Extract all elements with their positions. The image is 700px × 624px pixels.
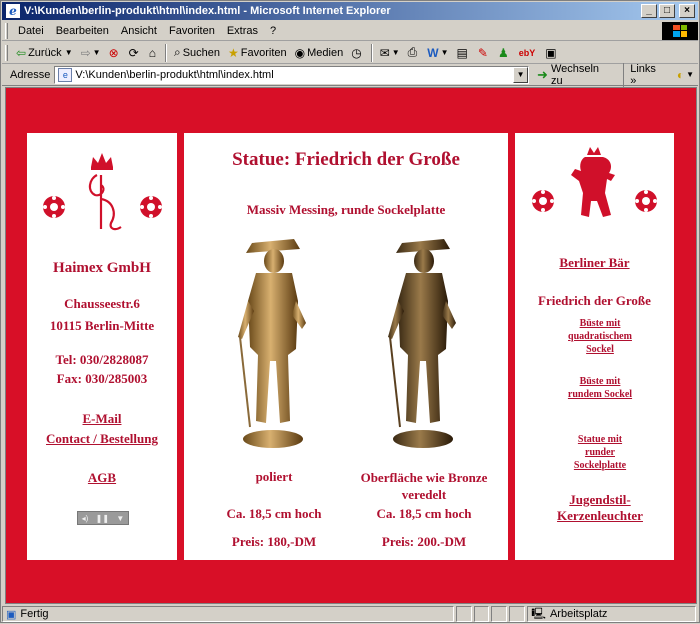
computer-icon: 🖳	[531, 607, 546, 620]
item1-height: Ca. 18,5 cm hoch	[226, 506, 322, 521]
tool-icon: ▣	[545, 45, 557, 60]
address-label: Adresse	[10, 68, 51, 81]
edit-button[interactable]: W ▼	[427, 45, 449, 60]
jugendstil-link[interactable]: Jugendstil-Kerzenleuchter	[557, 492, 643, 523]
print-icon: ⎙	[407, 45, 418, 59]
menu-favoriten[interactable]: Favoriten	[168, 24, 215, 37]
media-icon: ◉	[294, 45, 306, 60]
menu-bearbeiten[interactable]: Bearbeiten	[55, 24, 109, 37]
refresh-icon: ⟳	[128, 45, 139, 60]
status-bar	[2, 605, 698, 623]
street-address: Chausseestr.6	[64, 296, 140, 311]
favorites-icon: ★	[228, 45, 239, 60]
audio-player-control[interactable]	[77, 511, 129, 525]
fr-monogram-logo	[27, 149, 177, 235]
research-icon: ✎	[477, 45, 488, 60]
print-button[interactable]	[404, 43, 424, 63]
mail-icon: ✉	[379, 45, 390, 60]
speaker-icon: ◂)	[81, 513, 89, 523]
menu-bar	[2, 21, 698, 41]
mail-button[interactable]: ✉ ▼	[379, 45, 400, 60]
close-button[interactable]: ×	[679, 4, 695, 18]
item2-finish: Oberfläche wie Bronze veredelt	[360, 470, 488, 502]
menu-ansicht[interactable]: Ansicht	[120, 24, 157, 37]
security-zone: 🖳 Arbeitsplatz	[527, 606, 696, 622]
menu-help[interactable]: ?	[270, 24, 277, 37]
berliner-baer-link[interactable]: Berliner Bär	[559, 255, 630, 270]
minimize-button[interactable]: _	[641, 4, 657, 18]
product-subtitle: Massiv Messing, runde Sockelplatte	[246, 202, 446, 217]
standard-toolbar	[2, 42, 698, 64]
ebay-icon: ebY	[518, 47, 536, 58]
messenger-icon: ♟	[497, 45, 509, 60]
address-bar	[2, 64, 698, 86]
go-button[interactable]: ➜ Wechseln zu	[537, 62, 600, 87]
search-icon: ⌕	[173, 45, 181, 59]
discuss-button[interactable]	[453, 43, 474, 63]
address-input[interactable]	[54, 66, 529, 84]
menu-datei[interactable]: Datei	[18, 24, 44, 37]
media-button[interactable]: ◉ Medien	[294, 45, 344, 60]
pause-icon: ❚❚	[95, 513, 110, 523]
status-text-cell: ▣ Fertig	[2, 606, 454, 622]
friedrich-heading: Friedrich der Große	[538, 293, 651, 308]
company-name: Haimex GmbH	[53, 260, 151, 276]
bueste-rund-link[interactable]: Büste mit rundem Sockel	[567, 376, 633, 400]
home-icon: ⌂	[148, 45, 156, 60]
maximize-button[interactable]: □	[659, 4, 675, 18]
agb-link[interactable]: AGB	[87, 470, 117, 485]
item2-price: Preis: 200.-DM	[381, 534, 467, 549]
berlin-bear-logo	[515, 145, 674, 223]
contact-link[interactable]: Contact / Bestellung	[46, 431, 158, 446]
left-panel	[27, 133, 177, 560]
middle-panel	[184, 133, 508, 560]
title-bar	[2, 2, 698, 20]
city-address: 10115 Berlin-Mitte	[49, 318, 155, 333]
go-arrow-icon: ➜	[537, 66, 548, 82]
window-title: V:\Kunden\berlin-produkt\html\index.html - Microsoft Internet Explorer	[24, 5, 391, 17]
address-dropdown-icon[interactable]: ▼	[513, 67, 528, 83]
right-panel	[515, 133, 674, 560]
ie-icon: e	[6, 4, 20, 18]
address-url: V:\Kunden\berlin-produkt\html\index.html	[75, 68, 274, 81]
search-button[interactable]: ⌕ Suchen	[173, 45, 221, 59]
forward-arrow-icon: ⇨	[80, 45, 91, 60]
web-page	[5, 87, 697, 604]
history-button[interactable]	[347, 43, 367, 63]
tool-button[interactable]	[541, 43, 562, 63]
fax-number: Fax: 030/285003	[56, 371, 148, 386]
item1-price: Preis: 180,-DM	[231, 534, 317, 549]
ebay-button[interactable]	[515, 43, 542, 63]
windows-logo-icon	[662, 22, 698, 40]
norton-icon: ◐	[676, 67, 685, 82]
item1-finish: poliert	[255, 469, 293, 484]
back-arrow-icon: ⇦	[16, 45, 27, 60]
forward-button[interactable]: ⇨ ▼	[80, 45, 101, 60]
refresh-button[interactable]	[125, 43, 145, 63]
messenger-button[interactable]	[494, 43, 515, 63]
favorites-button[interactable]: ★ Favoriten	[228, 45, 287, 60]
statue-runde-link[interactable]: Statue mit runder Sockelplatte	[573, 434, 627, 471]
home-button[interactable]	[145, 43, 162, 63]
research-button[interactable]	[474, 43, 494, 63]
norton-button[interactable]: ◐ ▼	[676, 67, 694, 82]
dropdown-icon: ▼	[116, 513, 125, 523]
discuss-icon: ▤	[456, 45, 468, 60]
item2-height: Ca. 18,5 cm hoch	[376, 506, 472, 521]
phone-number: Tel: 030/2828087	[55, 352, 149, 367]
links-button[interactable]: Links »	[623, 63, 665, 87]
bueste-quadratisch-link[interactable]: Büste mit quadratischem Sockel	[568, 318, 632, 355]
stop-icon: ⊗	[108, 45, 119, 60]
email-link[interactable]: E-Mail	[82, 411, 122, 426]
history-icon: ◷	[351, 45, 362, 60]
product-title: Statue: Friedrich der Große	[232, 149, 460, 170]
stop-button[interactable]	[105, 43, 125, 63]
page-done-icon: ▣	[6, 608, 17, 621]
back-button[interactable]: ⇦ Zurück ▼	[16, 45, 73, 60]
page-icon: e	[58, 68, 72, 82]
statue-bronze-image	[380, 231, 466, 453]
menu-extras[interactable]: Extras	[226, 24, 259, 37]
word-icon: W	[427, 45, 439, 60]
statue-polished-image	[230, 231, 316, 453]
